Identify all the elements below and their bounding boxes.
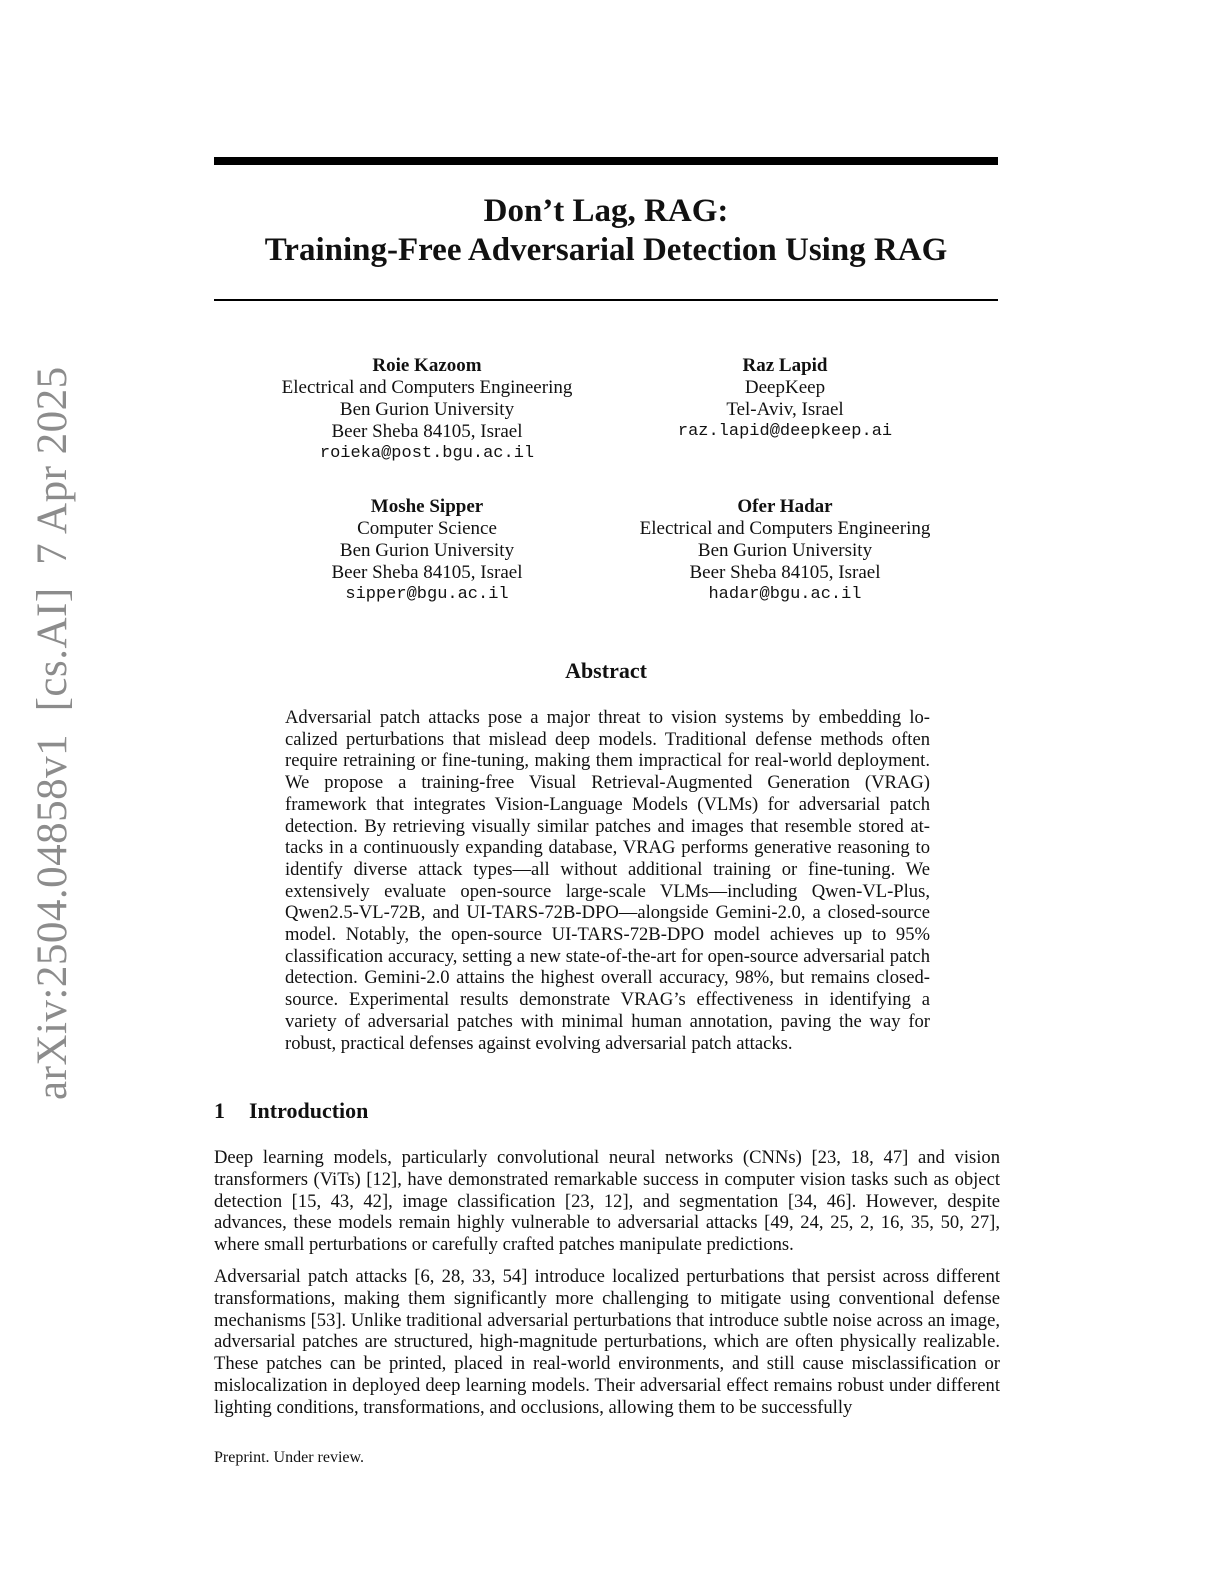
author-email[interactable]: sipper@bgu.ac.il — [345, 585, 509, 604]
author-block-hadar — [595, 496, 975, 606]
author-org: Tel-Aviv, Israel — [726, 399, 844, 420]
section-number: 1 — [214, 1098, 225, 1123]
title-bottom-rule — [214, 299, 998, 301]
section-title: Introduction — [249, 1098, 369, 1123]
author-dept: Computer Science — [357, 518, 497, 539]
preprint-footer: Preprint. Under review. — [214, 1449, 365, 1466]
author-block-sipper — [237, 496, 617, 606]
author-location: Beer Sheba 84105, Israel — [331, 562, 523, 583]
author-name: Ofer Hadar — [737, 496, 833, 517]
intro-paragraph-1: Deep learning models, particularly convolutional neural networks (CNNs) [23, 18, 47] and vision transformers (ViTs) [12], have demonstrated remarkable success in computer vision tasks such as object detection [15, 43, 42], image classification [23, 12], and segmentation [34, 46]. However, despite advances, these models remain highly vulnerable to adversarial attacks [49, 24, 25, 2, 16, 35, 50, 27], where small perturbations or carefully crafted patches manipulate predictions. — [214, 1147, 1000, 1256]
author-name: Raz Lapid — [742, 355, 828, 376]
author-dept: Electrical and Computers Engineering — [639, 518, 931, 539]
author-block-lapid — [595, 355, 975, 443]
section-heading-introduction — [214, 1098, 368, 1124]
author-email[interactable]: roieka@post.bgu.ac.il — [319, 444, 535, 463]
author-email[interactable]: raz.lapid@deepkeep.ai — [677, 422, 893, 441]
author-name: Roie Kazoom — [372, 355, 482, 376]
title-line-1: Don’t Lag, RAG: — [483, 193, 729, 229]
author-location: Beer Sheba 84105, Israel — [689, 562, 881, 583]
intro-paragraph-2: Adversarial patch attacks [6, 28, 33, 54] introduce localized perturbations that persist across different transformations, making them significantly more challenging to mitigate using conventional defense mechanisms [53]. Unlike traditional adversarial perturbations that introduce subtle noise across an image, adversarial patches are structured, high-magnitude perturbations, which are often physically realizable. These patches can be printed, placed in real-world environments, and still cause misclassification or mislocalization in deployed deep learning models. Their adversarial effect remains robust under different lighting conditions, transformations, and occlusions, allowing them to be successfully — [214, 1266, 1000, 1418]
author-org: Ben Gurion University — [339, 540, 515, 561]
arxiv-identifier: arXiv:2504.04858v1 [cs.AI] 7 Apr 2025 — [29, 366, 76, 1100]
title-line-2: Training-Free Adversarial Detection Using RAG — [264, 232, 948, 268]
author-org: Ben Gurion University — [697, 540, 873, 561]
author-block-kazoom — [237, 355, 617, 465]
author-dept: DeepKeep — [744, 377, 826, 398]
abstract-text: Adversarial patch attacks pose a major threat to vision systems by embedding localized perturbations that mislead deep models. Traditional defense methods often require retraining or fine-tuning, making them impractical for real-world deployment. We propose a training-free Visual Retrieval-Augmented Generation (VRAG) framework that integrates Vision-Language Models (VLMs) for adversarial patch detection. By retrieving visually similar patches and images that resemble stored attacks in a continuously expanding database, VRAG performs generative reasoning to identify diverse attack types—all without additional training or fine-tuning. We extensively evaluate open-source large-scale VLMs—including Qwen-VL-Plus, Qwen2.5-VL-72B, and UI-TARS-72B-DPO—alongside Gemini-2.0, a closed-source model. Notably, the open-source UI-TARS-72B-DPO model achieves up to 95% classification accuracy, setting a new state-of-the-art for open-source adversarial patch detection. Gemini-2.0 attains the highest overall accuracy, 98%, but remains closed-source. Experimental results demonstrate VRAG’s effectiveness in identifying a variety of adversarial patches with minimal human annotation, paving the way for robust, practical defenses against evolving adversarial patch attacks. — [285, 707, 930, 1054]
author-org: Ben Gurion University — [339, 399, 515, 420]
author-dept: Electrical and Computers Engineering — [281, 377, 573, 398]
author-email[interactable]: hadar@bgu.ac.il — [708, 585, 862, 604]
author-location: Beer Sheba 84105, Israel — [331, 421, 523, 442]
abstract-heading: Abstract — [565, 658, 647, 683]
title-top-rule — [214, 157, 998, 165]
author-name: Moshe Sipper — [370, 496, 484, 517]
paper-title — [214, 192, 998, 270]
